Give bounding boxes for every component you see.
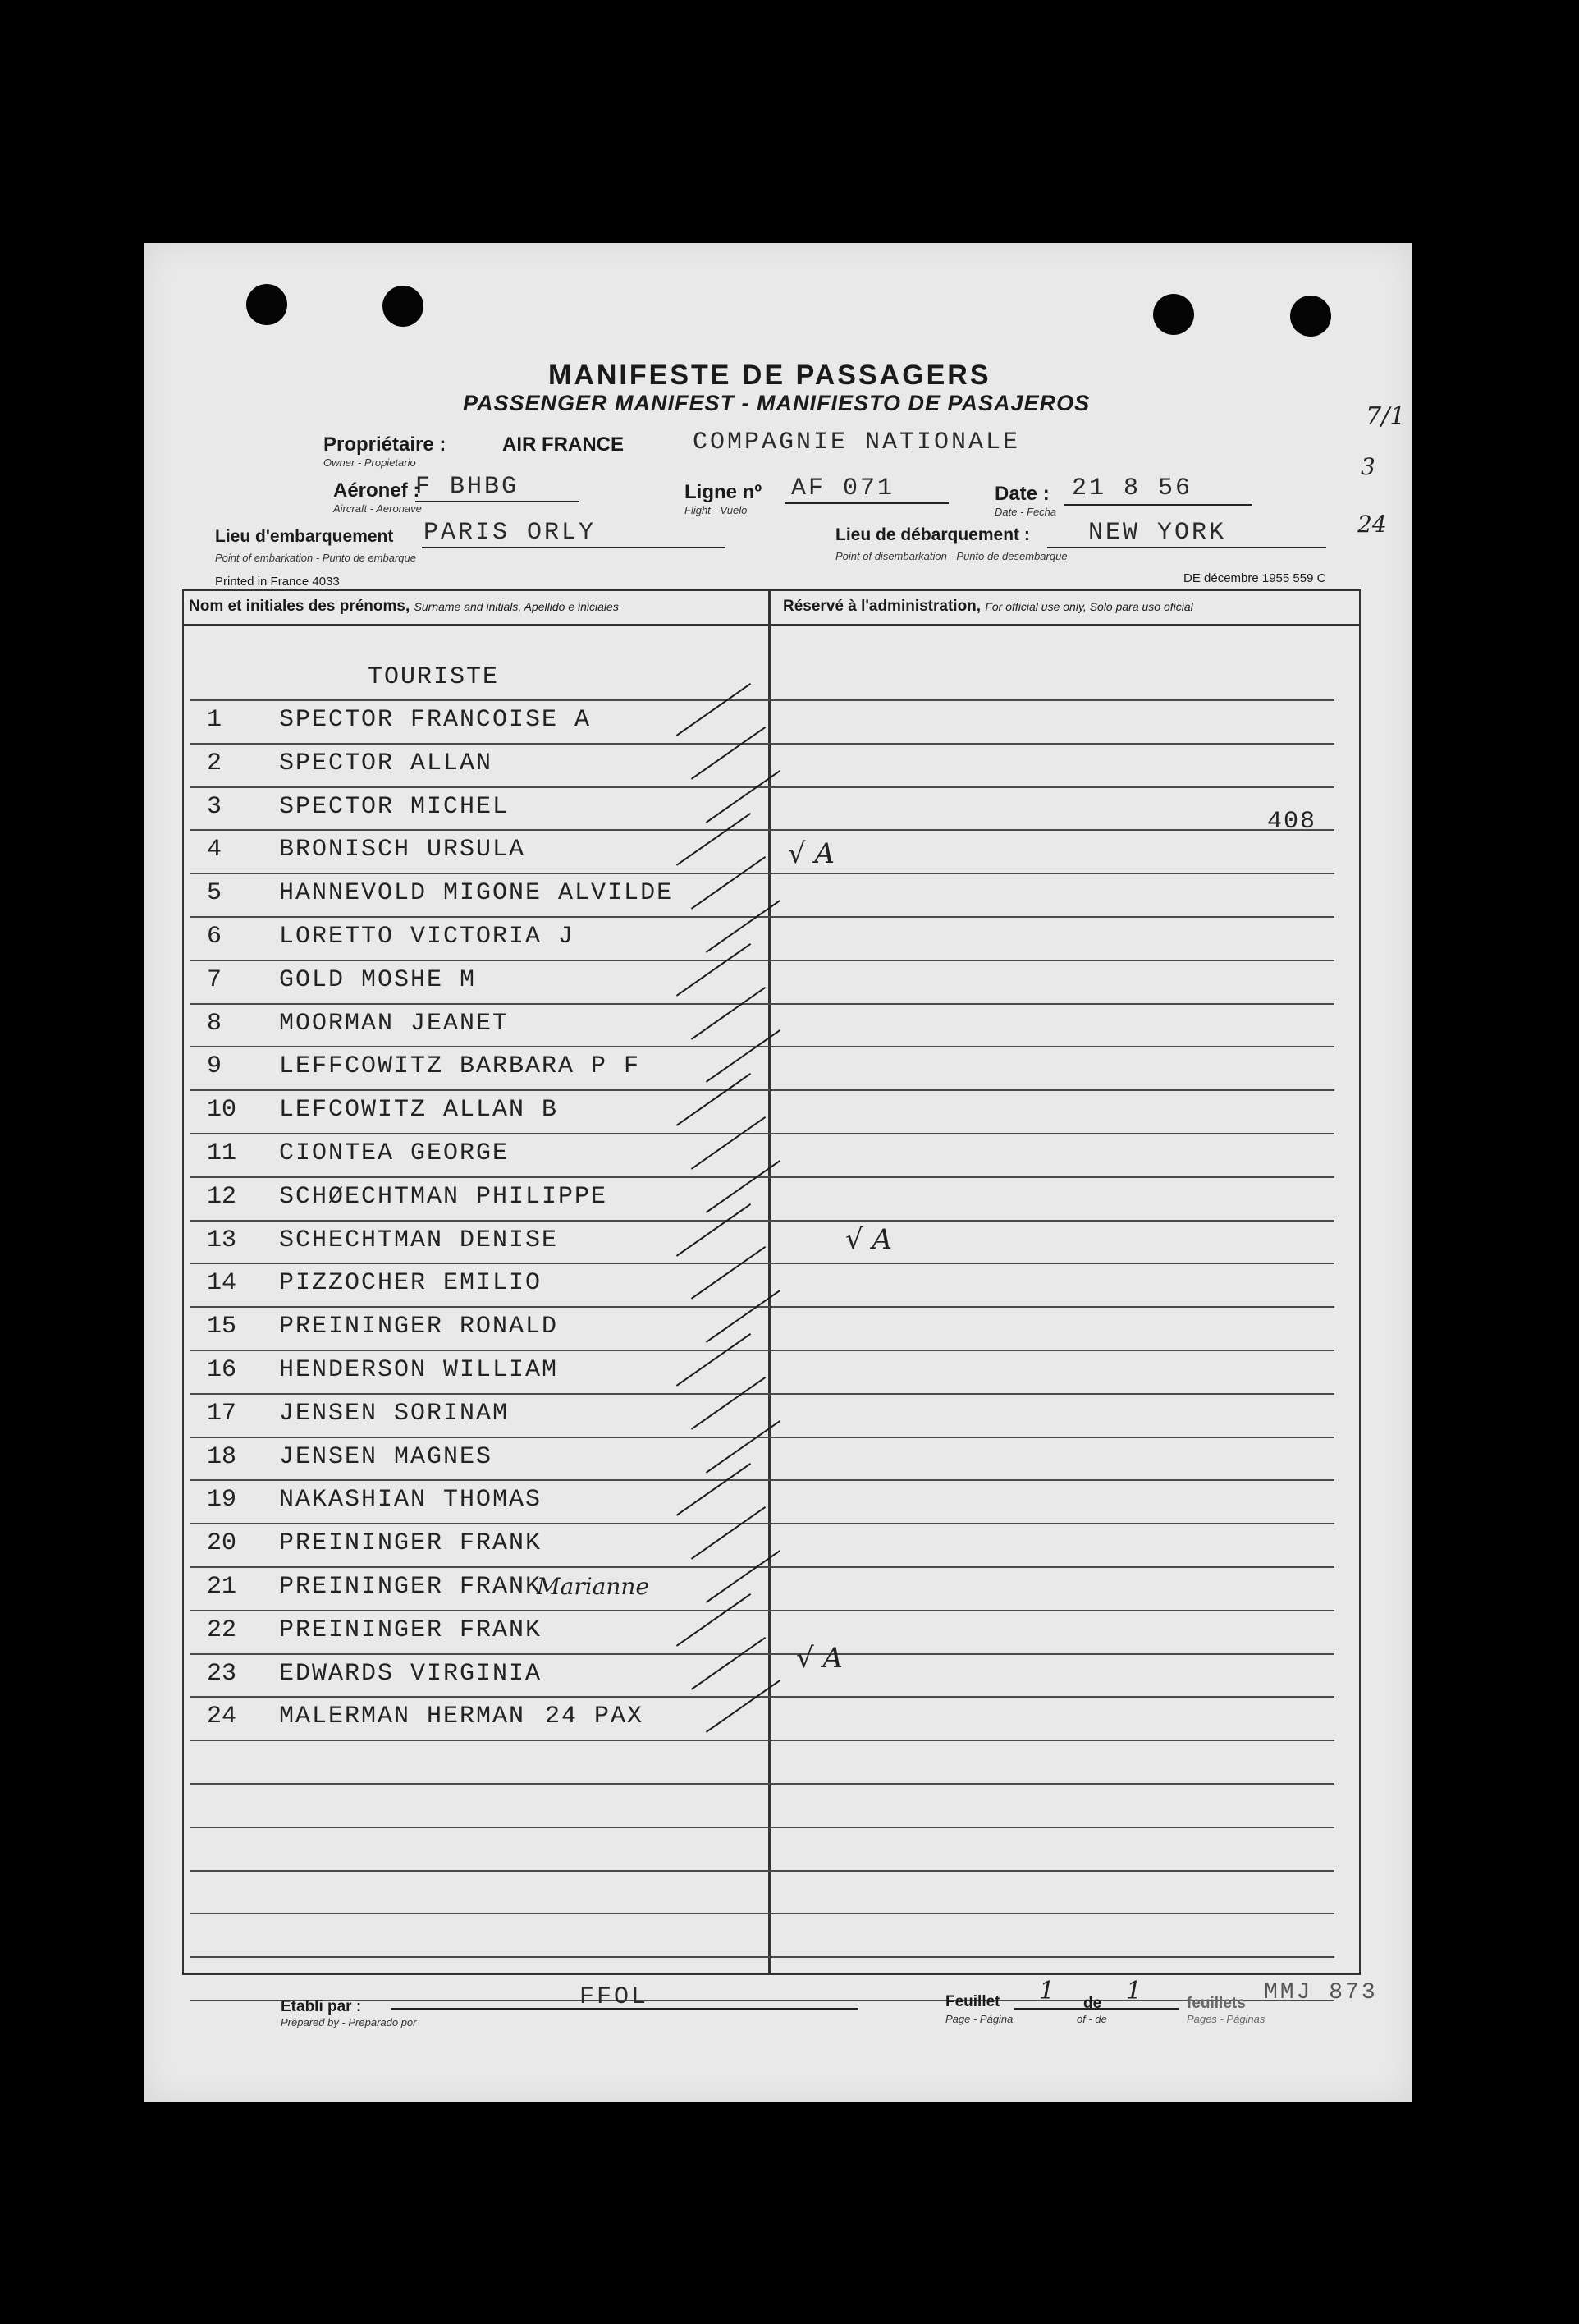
pages-label: feuillets xyxy=(1187,1995,1246,2012)
row-rule xyxy=(190,786,1334,788)
aircraft-label: Aéronef : xyxy=(333,479,420,502)
passenger-name: SPECTOR ALLAN xyxy=(279,749,493,777)
row-rule xyxy=(190,1003,1334,1005)
passenger-name: SCHØECHTMAN PHILIPPE xyxy=(279,1182,608,1211)
row-rule xyxy=(190,1437,1334,1438)
passenger-name: SCHECHTMAN DENISE xyxy=(279,1226,559,1254)
prepared-sub: Prepared by - Preparado por xyxy=(281,2016,417,2028)
row-rule xyxy=(190,1523,1334,1524)
disembark-label: Lieu de débarquement : xyxy=(835,525,1030,544)
of-value: 1 xyxy=(1126,1977,1142,2005)
row-number: 1 xyxy=(207,706,222,734)
section-label: TOURISTE xyxy=(368,663,500,691)
check-tick xyxy=(676,1463,751,1516)
row-number: 15 xyxy=(207,1313,237,1341)
margin-note: 24 xyxy=(1357,511,1387,538)
row-rule xyxy=(190,1870,1334,1872)
row-rule xyxy=(190,829,1334,831)
page-sub: Page - Página xyxy=(945,2013,1014,2025)
row-rule xyxy=(190,1913,1334,1914)
row-number: 19 xyxy=(207,1486,237,1515)
disembark-sub: Point of disembarkation - Punto de desembarque xyxy=(835,550,1068,562)
check-tick xyxy=(676,1333,751,1387)
admin-mark: √ A xyxy=(845,1223,893,1256)
check-tick xyxy=(676,943,751,997)
check-tick xyxy=(676,1073,751,1126)
row-rule xyxy=(190,1133,1334,1134)
passenger-name: HANNEVOLD MIGONE ALVILDE xyxy=(279,879,674,908)
flight-underline xyxy=(785,502,949,504)
row-rule xyxy=(190,1089,1334,1091)
row-number: 9 xyxy=(207,1052,222,1081)
manifest-title: MANIFESTE DE PASSAGERS xyxy=(548,360,991,391)
passenger-name: JENSEN MAGNES xyxy=(279,1442,493,1471)
date-underline xyxy=(1064,504,1252,506)
disembark-value: NEW YORK xyxy=(1088,519,1227,547)
row-number: 13 xyxy=(207,1226,237,1254)
row-rule xyxy=(190,1956,1334,1958)
row-rule xyxy=(190,1220,1334,1222)
passenger-name: GOLD MOSHE M xyxy=(279,965,477,994)
check-tick xyxy=(676,683,751,736)
passenger-name: JENSEN SORINAM xyxy=(279,1399,510,1428)
row-rule xyxy=(190,873,1334,874)
pages-sub: Pages - Páginas xyxy=(1187,2013,1265,2025)
check-tick xyxy=(691,856,766,910)
row-number: 23 xyxy=(207,1659,237,1688)
row-number: 6 xyxy=(207,923,222,951)
row-number: 17 xyxy=(207,1399,237,1428)
passenger-name: SPECTOR MICHEL xyxy=(279,792,510,821)
passenger-name: BRONISCH URSULA xyxy=(279,836,526,864)
passenger-name: PREININGER RONALD xyxy=(279,1313,559,1341)
page-underline xyxy=(1014,2008,1179,2010)
header-rule xyxy=(184,624,1359,626)
owner-value: AIR FRANCE xyxy=(502,433,624,456)
check-tick xyxy=(691,1246,766,1300)
row-number: 21 xyxy=(207,1573,237,1601)
row-rule xyxy=(190,743,1334,745)
passenger-name: MOORMAN JEANET xyxy=(279,1009,510,1038)
row-rule xyxy=(190,916,1334,918)
flight-label: Ligne nº xyxy=(684,481,762,503)
name-column-header xyxy=(189,598,619,616)
passenger-name: LEFFCOWITZ BARBARA P F xyxy=(279,1052,641,1081)
aircraft-underline xyxy=(415,501,579,502)
row-rule xyxy=(190,1263,1334,1264)
row-number: 18 xyxy=(207,1442,237,1471)
prepared-label: Etabli par : xyxy=(281,1998,362,2015)
passenger-name: CIONTEA GEORGE xyxy=(279,1139,510,1167)
margin-note: 3 xyxy=(1361,453,1375,480)
date-value: 21 8 56 xyxy=(1072,474,1193,502)
check-tick xyxy=(676,1593,751,1647)
check-tick xyxy=(691,1637,766,1690)
row-rule xyxy=(190,1393,1334,1395)
flight-value: AF 071 xyxy=(791,474,895,502)
row-rule xyxy=(190,1350,1334,1351)
owner-typed: COMPAGNIE NATIONALE xyxy=(693,429,1021,456)
printed-note: Printed in France 4033 xyxy=(215,575,340,589)
manifest-sheet xyxy=(144,243,1412,2102)
aircraft-value: F BHBG xyxy=(415,473,519,501)
row-rule xyxy=(190,1176,1334,1178)
manifest-subtitle: PASSENGER MANIFEST - MANIFIESTO DE PASAJEROS xyxy=(463,391,1091,415)
row-rule xyxy=(190,1479,1334,1481)
embark-value: PARIS ORLY xyxy=(423,519,597,547)
check-tick xyxy=(691,987,766,1040)
row-rule xyxy=(190,1740,1334,1741)
of-label: de xyxy=(1083,1995,1102,2012)
passenger-name: PREININGER FRANK xyxy=(279,1529,542,1558)
admin-column-title: Réservé à l'administration, xyxy=(783,598,982,615)
passenger-name: NAKASHIAN THOMAS xyxy=(279,1486,542,1515)
page-value: 1 xyxy=(1039,1977,1055,2005)
passenger-table xyxy=(182,589,1361,1975)
embark-sub: Point of embarkation - Punto de embarque xyxy=(215,552,416,564)
passenger-name: PREININGER FRANK xyxy=(279,1573,542,1601)
date-sub: Date - Fecha xyxy=(995,506,1057,518)
owner-sub: Owner - Propietario xyxy=(323,456,416,469)
punch-hole xyxy=(246,284,287,325)
passenger-name: PIZZOCHER EMILIO xyxy=(279,1269,542,1298)
row-number: 16 xyxy=(207,1356,237,1384)
aircraft-sub: Aircraft - Aeronave xyxy=(333,502,422,515)
admin-mark: √ A xyxy=(796,1642,844,1675)
disembark-underline xyxy=(1047,547,1326,548)
prepared-underline xyxy=(391,2008,858,2010)
row-rule xyxy=(190,1610,1334,1611)
passenger-name: MALERMAN HERMAN xyxy=(279,1703,526,1731)
handwritten-correction: Marianne xyxy=(537,1573,650,1600)
row-rule xyxy=(190,960,1334,961)
admin-note: 408 xyxy=(1267,808,1317,836)
of-sub: of - de xyxy=(1077,2013,1107,2025)
passenger-name: HENDERSON WILLIAM xyxy=(279,1356,559,1384)
row-rule xyxy=(190,1653,1334,1655)
form-reference: DE décembre 1955 559 C xyxy=(1183,571,1326,585)
row-number: 22 xyxy=(207,1616,237,1644)
prepared-value: FFOL xyxy=(579,1983,649,2011)
row-rule xyxy=(190,1306,1334,1308)
row-number: 3 xyxy=(207,792,222,821)
row-rule xyxy=(190,1046,1334,1047)
name-column-title: Nom et initiales des prénoms, xyxy=(189,598,410,615)
flight-sub: Flight - Vuelo xyxy=(684,504,748,516)
punch-hole xyxy=(1290,296,1331,337)
row-number: 14 xyxy=(207,1269,237,1298)
passenger-name: LEFCOWITZ ALLAN B xyxy=(279,1096,559,1125)
row-number: 20 xyxy=(207,1529,237,1558)
row-number: 5 xyxy=(207,879,222,908)
row-number: 10 xyxy=(207,1096,237,1125)
check-tick xyxy=(691,1506,766,1560)
passenger-name: LORETTO VICTORIA J xyxy=(279,923,575,951)
owner-label: Propriétaire : xyxy=(323,433,446,456)
check-tick xyxy=(691,1116,766,1170)
reference-stamp: MMJ 873 xyxy=(1264,1980,1378,2005)
check-tick xyxy=(676,1203,751,1257)
embark-label: Lieu d'embarquement xyxy=(215,527,394,546)
admin-column-subtitle: For official use only, Solo para uso oficial xyxy=(985,600,1193,613)
row-number: 2 xyxy=(207,749,222,777)
check-tick xyxy=(691,727,766,780)
row-rule xyxy=(190,699,1334,701)
row-number: 7 xyxy=(207,965,222,994)
row-number: 4 xyxy=(207,836,222,864)
row-number: 12 xyxy=(207,1182,237,1211)
row-rule xyxy=(190,2000,1334,2001)
row-rule xyxy=(190,1783,1334,1785)
name-column-subtitle: Surname and initials, Apellido e iniciales xyxy=(414,600,619,613)
row-rule xyxy=(190,1827,1334,1828)
check-tick xyxy=(691,1377,766,1430)
punch-hole xyxy=(1153,294,1194,335)
date-label: Date : xyxy=(995,483,1050,505)
check-tick xyxy=(676,813,751,866)
page-label: Feuillet xyxy=(945,1993,1000,2010)
total-passengers: 24 PAX xyxy=(545,1703,644,1730)
passenger-name: SPECTOR FRANCOISE A xyxy=(279,706,592,734)
row-rule xyxy=(190,1566,1334,1568)
punch-hole xyxy=(382,286,423,327)
margin-note: 7/1 xyxy=(1366,402,1406,431)
admin-column-header xyxy=(783,598,1193,616)
passenger-name: PREININGER FRANK xyxy=(279,1616,542,1644)
row-number: 8 xyxy=(207,1009,222,1038)
row-rule xyxy=(190,1696,1334,1698)
admin-mark: √ A xyxy=(788,837,835,870)
row-number: 24 xyxy=(207,1703,237,1731)
row-number: 11 xyxy=(207,1139,237,1167)
embark-underline xyxy=(422,547,725,548)
column-divider xyxy=(768,591,771,1973)
passenger-name: EDWARDS VIRGINIA xyxy=(279,1659,542,1688)
